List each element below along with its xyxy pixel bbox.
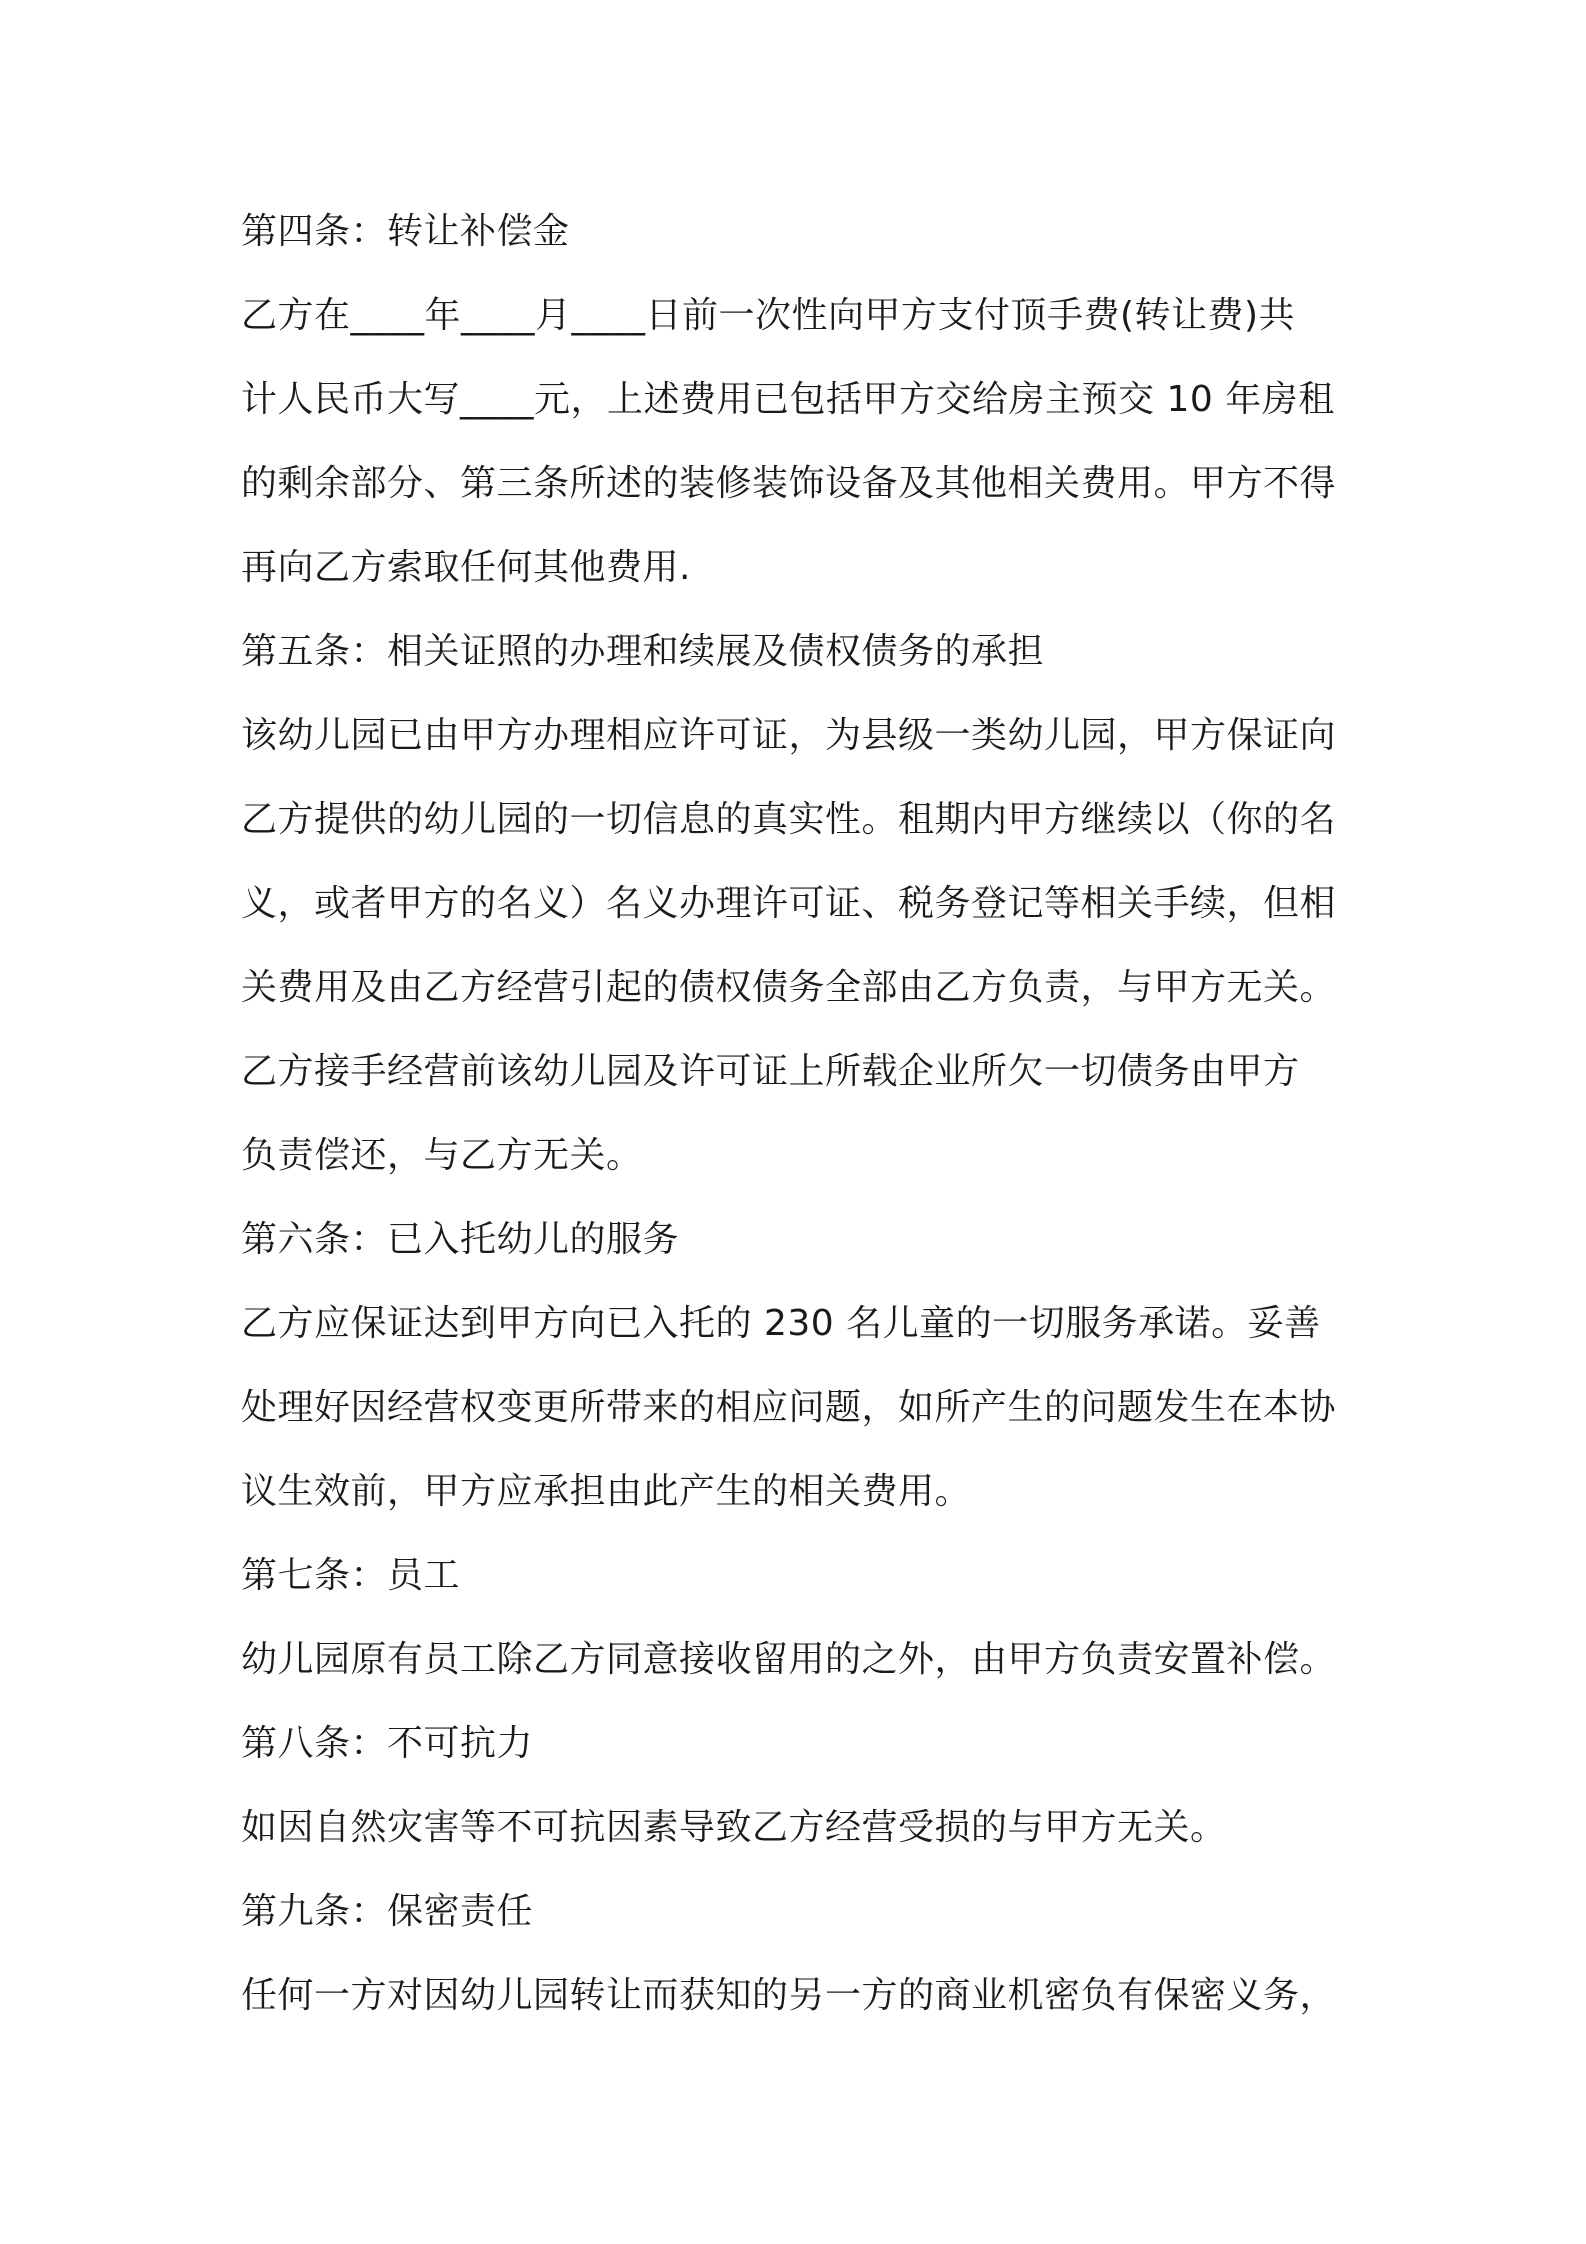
article-7-heading: 第七条：员工 [241,1555,461,1596]
document-body [241,190,1356,2038]
article-6-heading: 第六条：已入托幼儿的服务 [241,1219,680,1260]
article-7-text-line: 幼儿园原有员工除乙方同意接收留用的之外，由甲方负责安置补偿。 [241,1639,1337,1680]
article-4-text-line: 乙方在____年____月____日前一次性向甲方支付顶手费(转让费)共 [241,295,1296,336]
article-5-text-line: 关费用及由乙方经营引起的债权债务全部由乙方负责，与甲方无关。 [241,967,1337,1008]
article-8-text-line: 如因自然灾害等不可抗因素导致乙方经营受损的与甲方无关。 [241,1807,1227,1848]
article-6-text-line: 乙方应保证达到甲方向已入托的 230 名儿童的一切服务承诺。妥善 [241,1303,1321,1344]
article-5-text-line: 负责偿还，与乙方无关。 [241,1135,643,1176]
article-4-text-line: 再向乙方索取任何其他费用. [241,547,691,588]
article-8-heading: 第八条：不可抗力 [241,1723,534,1764]
article-4-text-line: 计人民币大写____元，上述费用已包括甲方交给房主预交 10 年房租 [241,379,1335,420]
article-6-text-line: 议生效前，甲方应承担由此产生的相关费用。 [241,1471,972,1512]
article-4-heading: 第四条：转让补偿金 [241,211,570,252]
article-6-text-line: 处理好因经营权变更所带来的相应问题，如所产生的问题发生在本协 [241,1387,1337,1428]
article-9-heading: 第九条：保密责任 [241,1891,534,1932]
article-5-text-line: 乙方提供的幼儿园的一切信息的真实性。租期内甲方继续以（你的名 [241,799,1337,840]
article-5-text-line: 乙方接手经营前该幼儿园及许可证上所载企业所欠一切债务由甲方 [241,1051,1300,1092]
article-9-text-line: 任何一方对因幼儿园转让而获知的另一方的商业机密负有保密义务， [241,1975,1337,2016]
article-5-text-line: 义，或者甲方的名义）名义办理许可证、税务登记等相关手续，但相 [241,883,1337,924]
article-4-text-line: 的剩余部分、第三条所述的装修装饰设备及其他相关费用。甲方不得 [241,463,1337,504]
article-5-text-line: 该幼儿园已由甲方办理相应许可证，为县级一类幼儿园，甲方保证向 [241,715,1337,756]
article-5-heading: 第五条：相关证照的办理和续展及债权债务的承担 [241,631,1045,672]
